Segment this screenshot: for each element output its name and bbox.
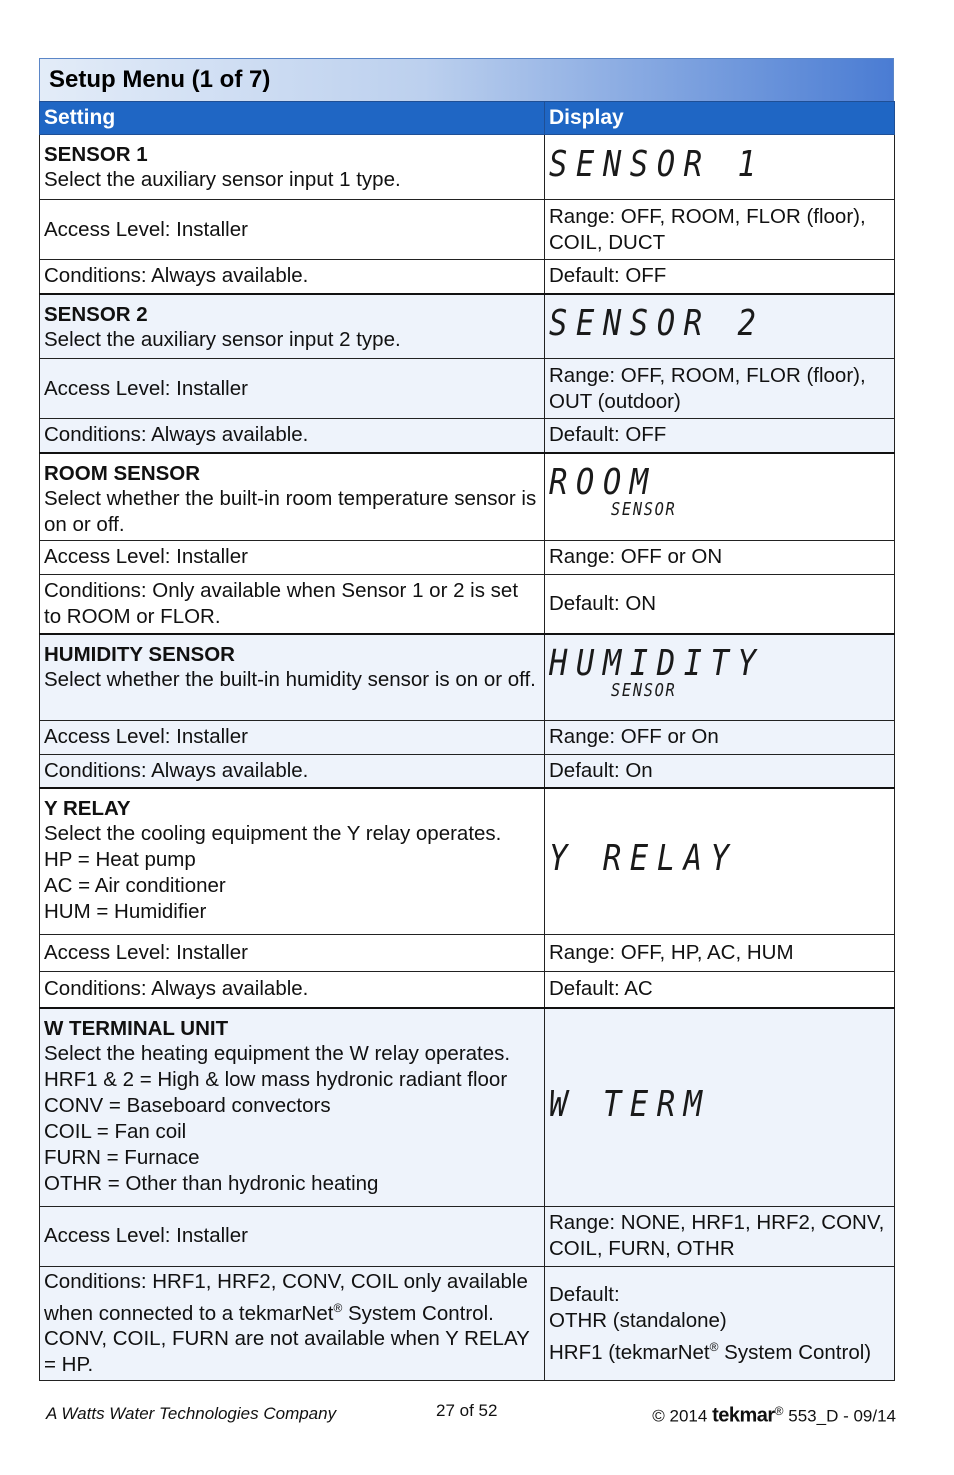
lcd-display: Y RELAY [549,837,738,879]
conditions-part: Conditions: HRF1, HRF2, CONV, COIL only available when connected to a tekmarNet [44,1269,528,1325]
setting-cell [40,1008,545,1206]
setting-cell [40,788,545,934]
range: Range: OFF, HP, AC, HUM [545,934,895,971]
company-name: A Watts Water Technologies Company [46,1404,337,1423]
option-line: HUM = Humidifier [44,900,207,923]
lcd-display: ROOM [549,462,657,503]
display-cell [545,135,895,200]
access-level: Access Level: Installer [40,359,545,419]
setting-name: SENSOR 1 [44,143,148,166]
display-cell [545,453,895,541]
lcd-subtext: SENSOR [611,679,677,701]
setting-name: HUMIDITY SENSOR [44,643,235,666]
copyright: © 2014 tekmar® 553_D - 09/14 [652,1404,896,1427]
option-line: AC = Air conditioner [44,874,226,897]
default: Default: ON [545,574,895,634]
conditions: Conditions: Always available. [40,754,545,788]
range: Range: OFF or On [545,720,895,754]
option-line: HRF1 & 2 = High & low mass hydronic radiant floor [44,1068,508,1091]
setting-desc: Select the auxiliary sensor input 2 type. [44,327,401,351]
default [545,1266,895,1381]
access-level: Access Level: Installer [40,200,545,260]
display-header: Display [545,102,895,135]
default: Default: AC [545,971,895,1008]
access-level: Access Level: Installer [40,540,545,574]
setting-cell [40,634,545,720]
page-number: 27 of 52 [436,1401,498,1420]
setting-cell [40,453,545,541]
access-level: Access Level: Installer [40,720,545,754]
access-level: Access Level: Installer [40,934,545,971]
conditions: Conditions: Only available when Sensor 1 or 2 is set to ROOM or FLOR. [40,574,545,634]
lcd-display: W TERM [549,1083,711,1125]
option-line: HP = Heat pump [44,848,196,871]
page-title: Setup Menu (1 of 7) [49,66,271,93]
setting-name: ROOM SENSOR [44,461,201,485]
tekmar-logo: tekmar [712,1404,775,1427]
setting-cell [40,294,545,359]
access-level: Access Level: Installer [40,1206,545,1266]
settings-table [39,101,895,1381]
doc-code: 553_D - 09/14 [788,1406,896,1426]
table-title-bar [39,58,894,101]
option-line: FURN = Furnace [44,1146,200,1169]
default: Default: OFF [545,419,895,453]
range: Range: OFF, ROOM, FLOR (floor), COIL, DUCT [545,200,895,260]
option-line: OTHR = Other than hydronic heating [44,1172,379,1195]
conditions: Conditions: Always available. [40,260,545,294]
range: Range: OFF, ROOM, FLOR (floor), OUT (outdoor) [545,359,895,419]
option-line: CONV = Baseboard convectors [44,1094,331,1117]
conditions [40,1266,545,1381]
default: Default: OFF [545,260,895,294]
display-cell [545,788,895,934]
lcd-display: SENSOR 2 [549,302,765,344]
registered-mark: ® [333,1300,343,1315]
default-label: Default: [549,1282,620,1306]
default-standalone: OTHR (standalone) [549,1308,727,1332]
setting-cell [40,135,545,200]
conditions-part: System Control. [342,1301,494,1325]
setting-header: Setting [40,102,545,135]
setting-desc: Select the cooling equipment the Y relay operates. [44,822,502,845]
lcd-subtext: SENSOR [611,499,677,520]
range: Range: NONE, HRF1, HRF2, CONV, COIL, FURN, OTHR [545,1206,895,1266]
conditions-note: CONV, COIL, FURN are not available when Y RELAY = HP. [44,1327,530,1377]
display-cell [545,634,895,720]
range: Range: OFF or ON [545,540,895,574]
option-line: COIL = Fan coil [44,1120,187,1143]
setting-desc: Select whether the built-in room temperature sensor is on or off. [44,486,537,536]
conditions: Conditions: Always available. [40,419,545,453]
lcd-display: HUMIDITY [549,642,765,684]
setting-name: W TERMINAL UNIT [44,1017,229,1040]
registered-mark: ® [709,1339,719,1354]
default: Default: On [545,754,895,788]
setting-name: Y RELAY [44,797,131,820]
conditions: Conditions: Always available. [40,971,545,1008]
setting-desc: Select the heating equipment the W relay operates. [44,1042,511,1065]
display-cell [545,1008,895,1206]
setting-desc: Select the auxiliary sensor input 1 type. [44,168,401,191]
display-cell [545,294,895,359]
setting-name: SENSOR 2 [44,302,148,326]
setting-desc: Select whether the built-in humidity sensor is on or off. [44,668,536,691]
default-tekmarnet: HRF1 (tekmarNet® System Control) [549,1339,872,1364]
lcd-display: SENSOR 1 [549,143,765,185]
setup-menu-table [39,58,894,1381]
